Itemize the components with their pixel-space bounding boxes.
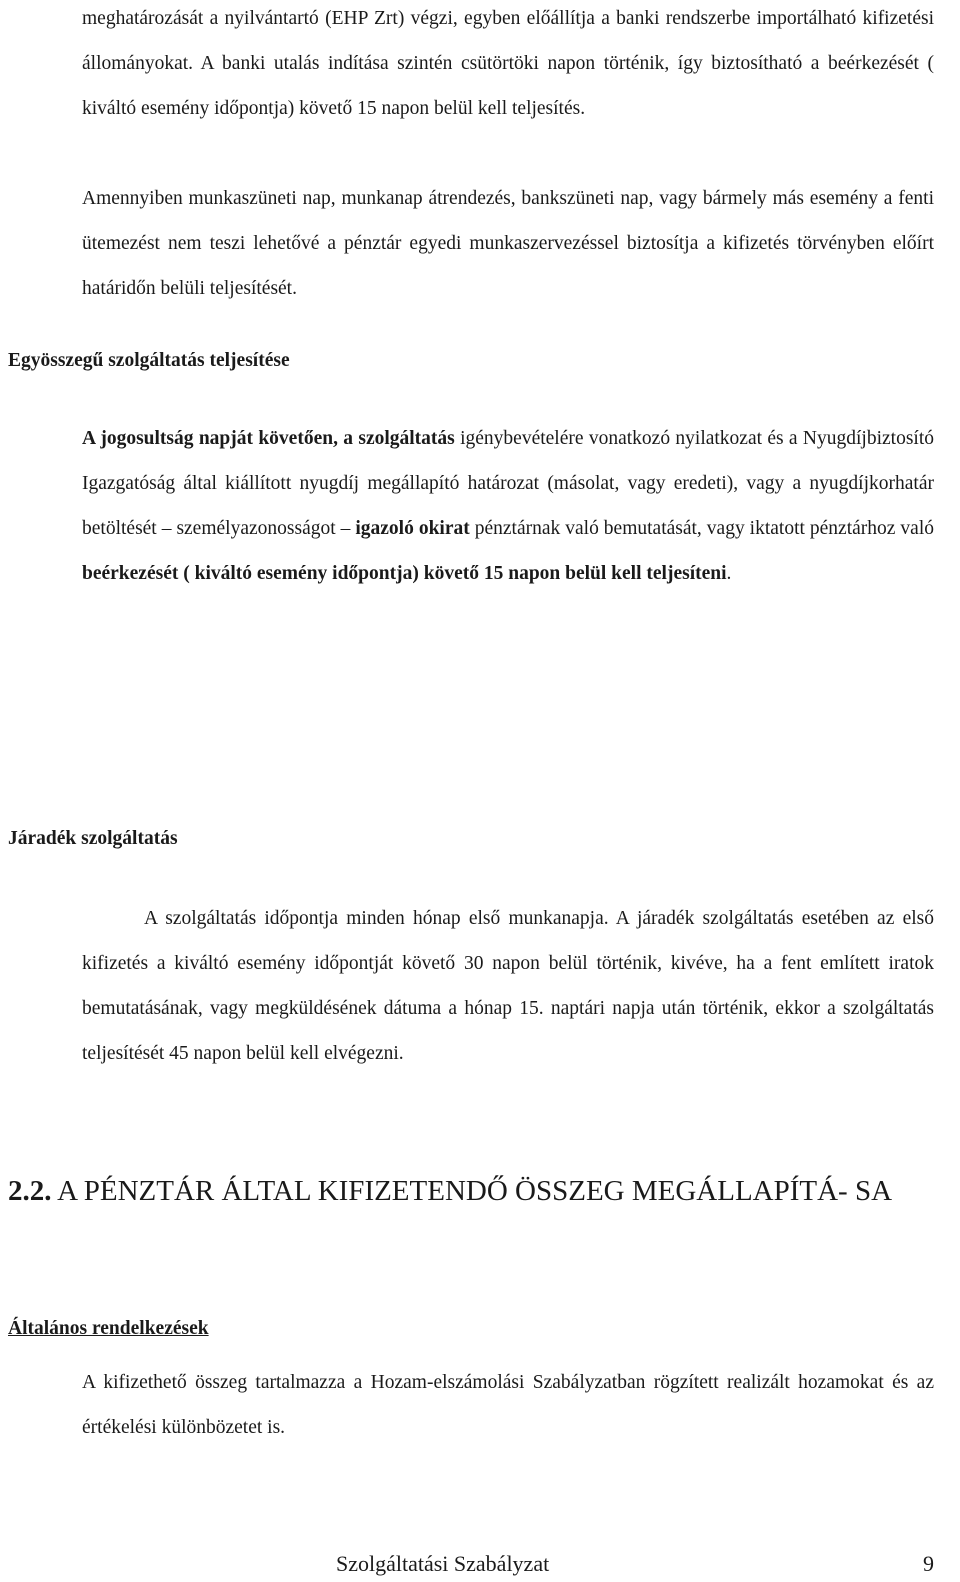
paragraph-payable-amount: A kifizethető összeg tartalmazza a Hozam-elszámolási Szabályzatban rögzített realizált hozamokat és az értékelési különbözetet is.: [82, 1372, 934, 1438]
bold-deadline: beérkezését ( kiváltó esemény időpontja) követő 15 napon belül kell teljesíteni: [82, 563, 727, 584]
heading-general-provisions: Általános rendelkezések: [8, 1318, 209, 1339]
section-number: 2.2.: [8, 1175, 52, 1207]
heading-annuity: Járadék szolgáltatás: [8, 828, 178, 849]
paragraph-lump-sum: [82, 416, 934, 596]
footer-document-title: Szolgáltatási Szabályzat: [336, 1551, 550, 1576]
section-title: A PÉNZTÁR ÁLTAL KIFIZETENDŐ ÖSSZEG MEGÁLLAPÍTÁ- SA: [51, 1175, 893, 1207]
bold-certificate: igazoló okirat: [355, 518, 470, 539]
text-presentation: pénztárnak való bemutatását, vagy iktatott pénztárhoz való: [469, 518, 934, 539]
text-declaration: igénybevételére vonatkozó nyilatkozat és a Nyugdíjbiztosító Igazgatóság által kiállított nyugdíj megállapító határozat (másolat, vagy eredeti), vagy a nyugdíjkorhatár betöltését – személyazonosságot –: [82, 428, 934, 539]
paragraph-holiday-exception: Amennyiben munkaszüneti nap, munkanap átrendezés, bankszüneti nap, vagy bármely más esemény a fenti ütemezést nem teszi lehetővé a pénztár egyedi munkaszervezéssel biztosítja a kifizetés törvényben előírt határidőn belüli teljesítését.: [82, 188, 934, 299]
paragraph-bank-transfer: meghatározását a nyilvántartó (EHP Zrt) végzi, egyben előállítja a banki rendszerbe importálható kifizetési állományokat. A banki utalás indítása szintén csütörtöki napon történik, így biztosítható a beérkezését ( kiváltó esemény időpontja) követő 15 napon belül kell teljesítés.: [82, 8, 934, 119]
heading-lump-sum: Egyösszegű szolgáltatás teljesítése: [8, 350, 290, 371]
footer-page-number: 9: [923, 1551, 934, 1576]
section-heading-2-2: [8, 1168, 938, 1214]
annuity-text: A szolgáltatás időpontja minden hónap első munkanapja. A járadék szolgáltatás esetében az első kifizetés a kiváltó esemény időpontját követő 30 napon belül történik, kivéve, ha a fent említett iratok bemutatásának, vagy megküldésének dátuma a hónap 15. naptári napja után történik, ekkor a szolgáltatás teljesítését 45 napon belül kell elvégezni.: [82, 908, 934, 1064]
text-period: .: [726, 563, 732, 584]
bold-entitlement-day: A jogosultság napját követően, a szolgáltatás: [82, 428, 455, 449]
paragraph-annuity: [82, 896, 934, 1076]
